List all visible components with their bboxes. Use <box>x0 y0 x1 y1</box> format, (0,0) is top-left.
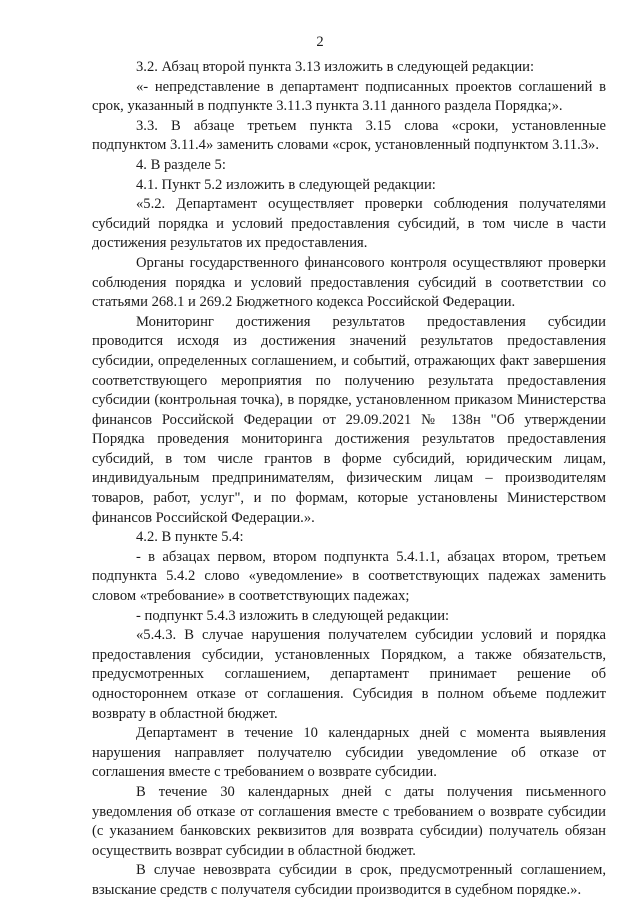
paragraph-3-3: 3.3. В абзаце третьем пункта 3.15 слова «сроки, установленные подпунктом 3.11.4» заменить словами «срок, установленный подпунктом 3.11.3». <box>92 117 606 154</box>
paragraph-4-2: 4.2. В пункте 5.4: <box>136 529 244 546</box>
paragraph-control-bodies: Органы государственного финансового контроля осуществляют проверки соблюдения порядка и условий предоставления субсидий в соответствии со статьями 268.1 и 269.2 Бюджетного кодекса Российской Федерации. <box>92 254 606 311</box>
paragraph-5-4-replace: - в абзацах первом, втором подпункта 5.4.1.1, абзацах втором, третьем подпункта 5.4.2 слово «уведомление» в соответствующих падежах заменить словом «требование» в соответствующих падежах; <box>92 548 606 605</box>
document-body <box>92 58 606 901</box>
paragraph-court: В случае невозврата субсидии в срок, предусмотренный соглашением, взыскание средств с получателя субсидии производится в судебном порядке.». <box>92 862 606 898</box>
paragraph-5-2: «5.2. Департамент осуществляет проверки соблюдения получателями субсидий порядка и условий предоставления субсидий, в том числе в части достижения результатов их предоставления. <box>92 196 606 252</box>
paragraph-monitoring: Мониторинг достижения результатов предоставления субсидии проводится исходя из достижения значений результатов предоставления субсидии, определенных соглашением, и событий, отражающих факт завершения соответствующего мероприятия по получению результата предоставления субсидии (контрольная точка), в порядке, установленном приказом Министерства финансов Российской Федерации от 29.09.2021 № 138н "Об утверждении Порядка проведения мониторинга достижения результатов предоставления субсидий, в том числе грантов в форме субсидий, юридическим лицам, индивидуальным предпринимателям, физическим лицам – производителям товаров, работ, услуг", и по формам, которые установлены Министерством финансов Российской Федерации.». <box>92 313 606 526</box>
paragraph-5-4-3: «5.4.3. В случае нарушения получателем субсидии условий и порядка предоставления субсидии, установленных Порядком, а также обязательств, предусмотренных соглашением, департамент принимает решение об одностороннем отказе от соглашения. Субсидия в полном объеме подлежит возврату в областной бюджет. <box>92 627 606 722</box>
page-number: 2 <box>316 34 324 50</box>
paragraph-3-2: 3.2. Абзац второй пункта 3.13 изложить в следующей редакции: <box>136 59 535 75</box>
paragraph-3-2-text: «- непредставление в департамент подписанных проектов соглашений в срок, указанный в подпункте 3.11.3 пункта 3.11 данного раздела Порядка;». <box>92 78 606 115</box>
paragraph-section-4: 4. В разделе 5: <box>136 156 226 173</box>
paragraph-notice: Департамент в течение 10 календарных дней с момента выявления нарушения направляет получателю субсидии уведомление об отказе от соглашения вместе с требованием о возврате субсидии. <box>92 725 606 781</box>
paragraph-refund: В течение 30 календарных дней с даты получения письменного уведомления об отказе от соглашения вместе с требованием о возврате субсидии (с указанием банковских реквизитов для возврата субсидии) получатель обязан осуществить возврат субсидии в областной бюджет. <box>92 783 606 859</box>
paragraph-4-1: 4.1. Пункт 5.2 изложить в следующей редакции: <box>136 176 436 193</box>
paragraph-5-4-3-intro: - подпункт 5.4.3 изложить в следующей редакции: <box>136 607 450 624</box>
